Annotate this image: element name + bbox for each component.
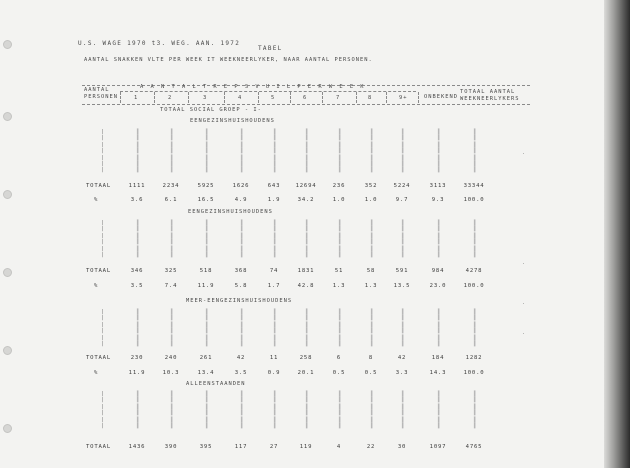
- totaal-cell: 395: [199, 444, 213, 450]
- percent-cell: 4.9: [234, 197, 248, 203]
- totaal-cell: 27: [269, 444, 279, 450]
- percent-cell: 23.0: [429, 283, 447, 289]
- totaal-cell: 2234: [162, 183, 180, 189]
- faint-value-column: ▐ ▐ ▐ ▐ ▐ ▐: [239, 391, 243, 430]
- totaal-cell: 643: [267, 183, 281, 189]
- percent-cell: 11.9: [128, 370, 146, 376]
- section-subtitle: EENGEZINSHUISHOUDENS: [188, 209, 273, 215]
- percent-cell: 3.5: [234, 370, 248, 376]
- percent-cell: 11.9: [197, 283, 215, 289]
- totaal-cell: 6: [336, 355, 342, 361]
- totaal-cell: 22: [366, 444, 376, 450]
- faint-value-column: ▐ ▐ ▐ ▐ ▐ ▐: [369, 309, 373, 348]
- faint-value-column: ▐ ▐ ▐ ▐ ▐ ▐ ▐: [472, 129, 476, 174]
- totaal-cell: 325: [164, 268, 178, 274]
- totaal-cell: 33344: [463, 183, 485, 189]
- totaal-row-label: TOTAAL: [86, 268, 112, 274]
- percent-row-label: %: [94, 197, 99, 203]
- col-number-2: 2: [168, 95, 173, 101]
- percent-cell: 1.9: [267, 197, 281, 203]
- percent-cell: 7.4: [164, 283, 178, 289]
- totaal-cell: 117: [234, 444, 248, 450]
- totaal-cell: 74: [269, 268, 279, 274]
- percent-cell: 1.3: [332, 283, 346, 289]
- totaal-cell: 352: [364, 183, 378, 189]
- col-number-5: 5: [271, 95, 276, 101]
- faint-value-column: ▐ ▐ ▐ ▐ ▐ ▐: [169, 309, 173, 348]
- faint-value-column: ▐ ▐ ▐ ▐ ▐ ▐: [400, 220, 404, 259]
- totaal-cell: 8: [368, 355, 374, 361]
- percent-cell: 9.3: [431, 197, 445, 203]
- punch-hole: [3, 346, 12, 355]
- totaal-cell: 5224: [393, 183, 411, 189]
- totaal-cell: 58: [366, 268, 376, 274]
- row-index-bracket: | | | | | |: [100, 391, 104, 430]
- faint-value-column: ▐ ▐ ▐ ▐ ▐ ▐ ▐: [272, 129, 276, 174]
- percent-cell: 5.8: [234, 283, 248, 289]
- faint-value-column: ▐ ▐ ▐ ▐ ▐ ▐: [337, 220, 341, 259]
- totaal-cell: 1626: [232, 183, 250, 189]
- section-subtitle: ALLEENSTAANDEN: [186, 381, 246, 387]
- header-rule-bottom: [82, 104, 530, 105]
- totaal-cell: 1111: [128, 183, 146, 189]
- percent-cell: 6.1: [164, 197, 178, 203]
- percent-cell: 20.1: [297, 370, 315, 376]
- punch-hole: [3, 424, 12, 433]
- row-index-bracket: | | | | | |: [100, 220, 104, 259]
- faint-value-column: ▐ ▐ ▐ ▐ ▐ ▐: [135, 309, 139, 348]
- col-number-8: 8: [368, 95, 373, 101]
- percent-cell: 1.0: [364, 197, 378, 203]
- section-title: TOTAAL SOCIAL GROEP - I-: [160, 107, 262, 113]
- totaal-cell: 42: [397, 355, 407, 361]
- section-subtitle: MEER-EENGEZINSHUISHOUDENS: [186, 298, 293, 304]
- punch-hole: [3, 268, 12, 277]
- percent-cell: 100.0: [463, 283, 485, 289]
- percent-cell: 10.3: [162, 370, 180, 376]
- column-span-title: A A N T A L T R E P S V U I L P E R W E E K: [140, 84, 366, 90]
- col-totaal-line2: WEEKNEERLYKERS: [460, 96, 520, 102]
- col-number-1: 1: [134, 95, 139, 101]
- totaal-cell: 591: [395, 268, 409, 274]
- percent-cell: 1.0: [332, 197, 346, 203]
- percent-cell: 34.2: [297, 197, 315, 203]
- faint-value-column: ▐ ▐ ▐ ▐ ▐ ▐: [169, 220, 173, 259]
- punch-hole: [3, 112, 12, 121]
- faint-value-column: ▐ ▐ ▐ ▐ ▐ ▐: [472, 220, 476, 259]
- faint-value-column: ▐ ▐ ▐ ▐ ▐ ▐: [400, 391, 404, 430]
- col-number-4: 4: [238, 95, 243, 101]
- percent-cell: 0.5: [332, 370, 346, 376]
- percent-cell: 0.9: [267, 370, 281, 376]
- totaal-row-label: TOTAAL: [86, 183, 112, 189]
- totaal-cell: 184: [431, 355, 445, 361]
- faint-value-column: ▐ ▐ ▐ ▐ ▐ ▐: [239, 220, 243, 259]
- faint-value-column: ▐ ▐ ▐ ▐ ▐ ▐: [400, 309, 404, 348]
- faint-value-column: ▐ ▐ ▐ ▐ ▐ ▐ ▐: [169, 129, 173, 174]
- totaal-cell: 4278: [465, 268, 483, 274]
- faint-value-column: ▐ ▐ ▐ ▐ ▐ ▐: [272, 309, 276, 348]
- table-subtitle: AANTAL SNAKKEN VLTE PER WEEK IT WEEKNEERLYKER, NAAR AANTAL PERSONEN.: [84, 57, 373, 63]
- percent-cell: 0.5: [364, 370, 378, 376]
- faint-value-column: ▐ ▐ ▐ ▐ ▐ ▐: [369, 391, 373, 430]
- margin-tick: .: [522, 150, 526, 156]
- faint-value-column: ▐ ▐ ▐ ▐ ▐ ▐: [369, 220, 373, 259]
- totaal-cell: 258: [299, 355, 313, 361]
- faint-value-column: ▐ ▐ ▐ ▐ ▐ ▐: [204, 309, 208, 348]
- faint-value-column: ▐ ▐ ▐ ▐ ▐ ▐ ▐: [400, 129, 404, 174]
- totaal-cell: 1282: [465, 355, 483, 361]
- faint-value-column: ▐ ▐ ▐ ▐ ▐ ▐ ▐: [369, 129, 373, 174]
- col-number-9: 9+: [399, 95, 408, 101]
- col-onbekend: ONBEKEND: [424, 94, 458, 100]
- totaal-cell: 12694: [295, 183, 317, 189]
- faint-value-column: ▐ ▐ ▐ ▐ ▐ ▐: [436, 391, 440, 430]
- faint-value-column: ▐ ▐ ▐ ▐ ▐ ▐: [472, 391, 476, 430]
- faint-value-column: ▐ ▐ ▐ ▐ ▐ ▐: [135, 391, 139, 430]
- percent-cell: 3.5: [130, 283, 144, 289]
- totaal-cell: 42: [236, 355, 246, 361]
- col-totaal-line1: TOTAAL AANTAL: [460, 89, 516, 95]
- percent-cell: 100.0: [463, 197, 485, 203]
- rowhead-line2: PERSONEN: [84, 94, 118, 100]
- table-label: TABEL: [258, 45, 283, 52]
- totaal-cell: 368: [234, 268, 248, 274]
- percent-cell: 42.8: [297, 283, 315, 289]
- totaal-cell: 390: [164, 444, 178, 450]
- percent-cell: 13.4: [197, 370, 215, 376]
- faint-value-column: ▐ ▐ ▐ ▐ ▐ ▐ ▐: [304, 129, 308, 174]
- margin-tick: .: [522, 260, 526, 266]
- faint-value-column: ▐ ▐ ▐ ▐ ▐ ▐: [304, 391, 308, 430]
- faint-value-column: ▐ ▐ ▐ ▐ ▐ ▐: [272, 220, 276, 259]
- totaal-cell: 4: [336, 444, 342, 450]
- rowhead-line1: AANTAL: [84, 87, 110, 93]
- faint-value-column: ▐ ▐ ▐ ▐ ▐ ▐ ▐: [337, 129, 341, 174]
- percent-cell: 100.0: [463, 370, 485, 376]
- percent-cell: 13.5: [393, 283, 411, 289]
- totaal-row-label: TOTAAL: [86, 355, 112, 361]
- faint-value-column: ▐ ▐ ▐ ▐ ▐ ▐: [304, 220, 308, 259]
- punch-hole: [3, 40, 12, 49]
- totaal-cell: 11: [269, 355, 279, 361]
- report-header-line: U.S. WAGE 1970 t3. WEG. AAN. 1972: [78, 40, 241, 47]
- faint-value-column: ▐ ▐ ▐ ▐ ▐ ▐: [272, 391, 276, 430]
- col-number-7: 7: [336, 95, 341, 101]
- totaal-row-label: TOTAAL: [86, 444, 112, 450]
- faint-value-column: ▐ ▐ ▐ ▐ ▐ ▐ ▐: [135, 129, 139, 174]
- faint-value-column: ▐ ▐ ▐ ▐ ▐ ▐: [472, 309, 476, 348]
- faint-value-column: ▐ ▐ ▐ ▐ ▐ ▐ ▐: [239, 129, 243, 174]
- totaal-cell: 5925: [197, 183, 215, 189]
- faint-value-column: ▐ ▐ ▐ ▐ ▐ ▐: [204, 220, 208, 259]
- totaal-cell: 236: [332, 183, 346, 189]
- faint-value-column: ▐ ▐ ▐ ▐ ▐ ▐: [169, 391, 173, 430]
- faint-value-column: ▐ ▐ ▐ ▐ ▐ ▐ ▐: [436, 129, 440, 174]
- faint-value-column: ▐ ▐ ▐ ▐ ▐ ▐: [239, 309, 243, 348]
- percent-cell: 9.7: [395, 197, 409, 203]
- percent-cell: 14.3: [429, 370, 447, 376]
- totaal-cell: 346: [130, 268, 144, 274]
- punch-hole: [3, 190, 12, 199]
- faint-value-column: ▐ ▐ ▐ ▐ ▐ ▐: [204, 391, 208, 430]
- page-edge-shadow: [604, 0, 630, 468]
- col-number-3: 3: [203, 95, 208, 101]
- faint-value-column: ▐ ▐ ▐ ▐ ▐ ▐: [304, 309, 308, 348]
- percent-cell: 1.7: [267, 283, 281, 289]
- totaal-cell: 1436: [128, 444, 146, 450]
- faint-value-column: ▐ ▐ ▐ ▐ ▐ ▐: [436, 220, 440, 259]
- faint-value-column: ▐ ▐ ▐ ▐ ▐ ▐: [436, 309, 440, 348]
- header-rule-mid: [120, 91, 416, 92]
- percent-cell: 16.5: [197, 197, 215, 203]
- margin-tick: .: [522, 330, 526, 336]
- percent-row-label: %: [94, 283, 99, 289]
- totaal-cell: 3113: [429, 183, 447, 189]
- section-subtitle: EENGEZINSHUISHOUDENS: [190, 118, 275, 124]
- percent-cell: 3.3: [395, 370, 409, 376]
- col-number-6: 6: [303, 95, 308, 101]
- percent-cell: 3.6: [130, 197, 144, 203]
- totaal-cell: 240: [164, 355, 178, 361]
- totaal-cell: 1831: [297, 268, 315, 274]
- margin-tick: .: [522, 300, 526, 306]
- faint-value-column: ▐ ▐ ▐ ▐ ▐ ▐: [135, 220, 139, 259]
- totaal-cell: 4765: [465, 444, 483, 450]
- totaal-cell: 51: [334, 268, 344, 274]
- faint-value-column: ▐ ▐ ▐ ▐ ▐ ▐: [337, 391, 341, 430]
- percent-row-label: %: [94, 370, 99, 376]
- totaal-cell: 30: [397, 444, 407, 450]
- row-index-bracket: | | | | | |: [100, 309, 104, 348]
- faint-value-column: ▐ ▐ ▐ ▐ ▐ ▐: [337, 309, 341, 348]
- totaal-cell: 518: [199, 268, 213, 274]
- totaal-cell: 984: [431, 268, 445, 274]
- row-index-bracket: | | | | | | |: [100, 129, 104, 174]
- percent-cell: 1.3: [364, 283, 378, 289]
- faint-value-column: ▐ ▐ ▐ ▐ ▐ ▐ ▐: [204, 129, 208, 174]
- totaal-cell: 119: [299, 444, 313, 450]
- totaal-cell: 230: [130, 355, 144, 361]
- totaal-cell: 261: [199, 355, 213, 361]
- totaal-cell: 1097: [429, 444, 447, 450]
